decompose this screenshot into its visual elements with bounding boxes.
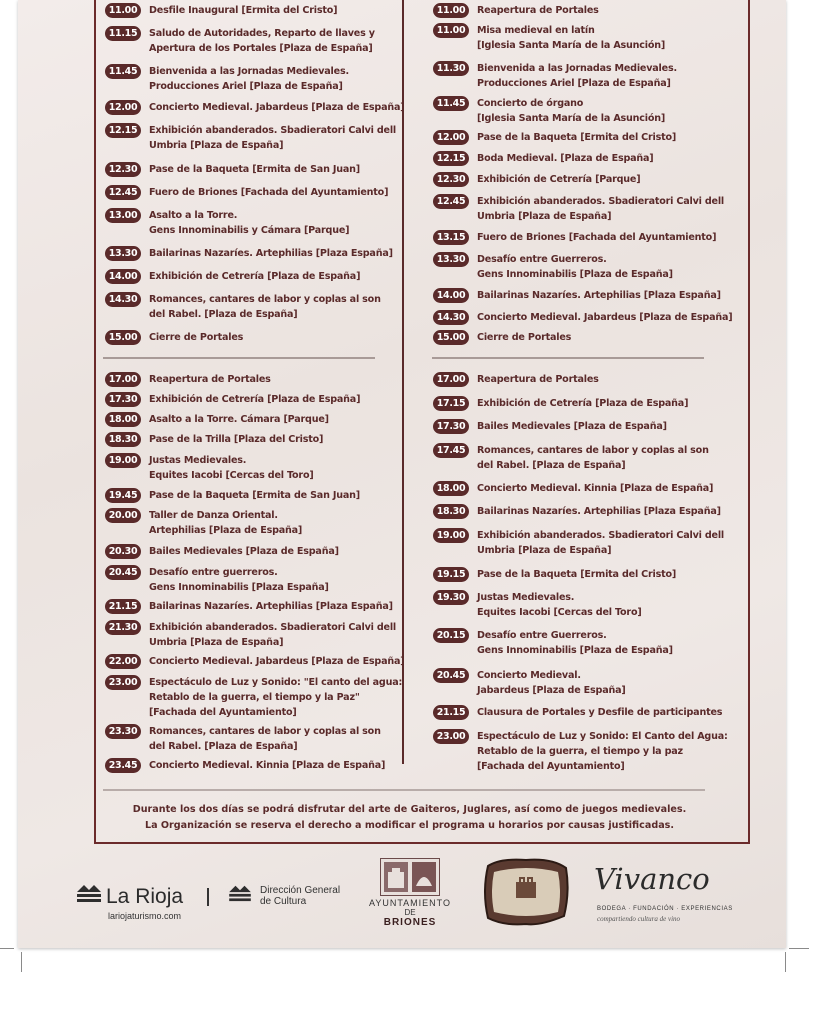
event-description: Bailarinas Nazaríes. Artephilias [Plaza España]: [149, 601, 393, 612]
event-description: Saludo de Autoridades, Reparto de llaves y Apertura de los Portales [Plaza de España]: [149, 28, 375, 54]
event-time-badge: 17.30: [105, 392, 141, 407]
event-time-badge: 17.45: [433, 443, 469, 458]
crop-mark: [21, 952, 22, 972]
event-time-badge: 11.45: [105, 64, 141, 79]
event-time-badge: 13.30: [433, 252, 469, 267]
event-time-badge: 19.00: [105, 453, 141, 468]
briones-medieval-logo: [480, 856, 572, 928]
event-time-badge: 20.45: [433, 668, 469, 683]
event-description: Taller de Danza Oriental. Artephilias [Plaza de España]: [149, 510, 303, 536]
event-description: Asalto a la Torre. Gens Innominabilis y Cámara [Parque]: [149, 210, 350, 236]
event-row: [433, 528, 724, 558]
event-row: [433, 194, 724, 224]
event-row: [433, 443, 709, 473]
event-description: Concierto Medieval. Jabardeus [Plaza de España]: [477, 312, 733, 323]
event-row: [433, 330, 571, 345]
event-time-badge: 14.00: [433, 288, 469, 303]
event-time-badge: 19.00: [433, 528, 469, 543]
event-description: Desfile Inaugural [Ermita del Cristo]: [149, 5, 338, 16]
event-time-badge: 17.00: [105, 372, 141, 387]
event-row: [105, 100, 404, 115]
event-row: [433, 705, 722, 720]
event-row: [433, 61, 677, 91]
event-row: [105, 372, 271, 387]
event-description: Romances, cantares de labor y coplas al son del Rabel. [Plaza de España]: [149, 294, 381, 320]
event-description: Bienvenida a las Jornadas Medievales. Producciones Ariel [Plaza de España]: [149, 66, 349, 92]
event-description: Concierto de órgano [Iglesia Santa María de la Asunción]: [477, 98, 666, 124]
event-row: [105, 64, 349, 94]
event-description: Cierre de Portales: [477, 332, 572, 343]
cultura-line-1: Dirección General: [260, 885, 341, 896]
event-row: [433, 504, 721, 519]
event-time-badge: 18.30: [433, 504, 469, 519]
event-description: Pase de la Baqueta [Ermita del Cristo]: [477, 132, 677, 143]
event-description: Exhibición de Cetrería [Plaza de España]: [149, 394, 361, 405]
event-description: Pase de la Baqueta [Ermita de San Juan]: [149, 164, 360, 175]
briones-crest-icon: [380, 858, 440, 896]
event-row: [433, 96, 665, 126]
crop-mark: [0, 948, 14, 949]
event-row: [105, 620, 396, 650]
event-row: [105, 488, 360, 503]
event-row: [105, 269, 360, 284]
briones-medieval-seal-icon: [480, 856, 572, 928]
event-time-badge: 12.45: [105, 185, 141, 200]
event-time-badge: 18.30: [105, 432, 141, 447]
event-time-badge: 21.15: [433, 705, 469, 720]
event-description: Exhibición abanderados. Sbadieratori Calvi dell Umbria [Plaza de España]: [477, 196, 725, 222]
event-description: Concierto Medieval. Jabardeus [Plaza de España]: [477, 670, 626, 696]
event-row: [105, 508, 302, 538]
vivanco-tagline-2: compartiendo cultura de vino: [597, 915, 681, 923]
event-row: [105, 26, 375, 56]
event-description: Concierto Medieval. Jabardeus [Plaza de España]: [149, 656, 405, 667]
event-row: [105, 412, 329, 427]
event-time-badge: 21.15: [105, 599, 141, 614]
event-row: [105, 330, 243, 345]
event-row: [433, 288, 721, 303]
event-row: [433, 396, 688, 411]
event-time-badge: 18.00: [433, 481, 469, 496]
event-description: Exhibición de Cetrería [Parque]: [477, 174, 641, 185]
la-rioja-site: lariojaturismo.com: [108, 911, 182, 921]
event-row: [433, 668, 626, 698]
event-time-badge: 12.30: [105, 162, 141, 177]
event-row: [105, 162, 360, 177]
event-row: [105, 544, 339, 559]
cultura-line-2: de Cultura: [260, 896, 307, 907]
event-time-badge: 11.30: [433, 61, 469, 76]
event-description: Exhibición de Cetrería [Plaza de España]: [149, 271, 361, 282]
section-divider-left: [103, 357, 375, 359]
event-description: Fuero de Briones [Fachada del Ayuntamiento]: [477, 232, 717, 243]
event-time-badge: 23.45: [105, 758, 141, 773]
event-description: Boda Medieval. [Plaza de España]: [477, 153, 654, 164]
event-time-badge: 13.15: [433, 230, 469, 245]
event-description: Exhibición abanderados. Sbadieratori Calvi dell Umbria [Plaza de España]: [477, 530, 725, 556]
event-time-badge: 12.45: [433, 194, 469, 209]
event-description: Pase de la Baqueta [Ermita del Cristo]: [477, 569, 677, 580]
event-time-badge: 19.30: [433, 590, 469, 605]
event-description: Desafío entre Guerreros. Gens Innominabilis [Plaza de España]: [477, 254, 673, 280]
event-row: [105, 208, 349, 238]
event-description: Misa medieval en latín [Iglesia Santa María de la Asunción]: [477, 25, 666, 51]
event-row: [433, 729, 728, 774]
event-row: [105, 392, 360, 407]
event-time-badge: 15.00: [105, 330, 141, 345]
event-time-badge: 23.00: [433, 729, 469, 744]
event-row: [433, 130, 676, 145]
event-time-badge: 15.00: [433, 330, 469, 345]
event-description: Bailes Medievales [Plaza de España]: [477, 421, 667, 432]
event-row: [433, 172, 640, 187]
event-time-badge: 18.00: [105, 412, 141, 427]
event-time-badge: 12.15: [433, 151, 469, 166]
event-row: [433, 151, 654, 166]
event-row: [433, 23, 665, 53]
crop-mark: [785, 952, 786, 972]
crop-mark: [789, 948, 809, 949]
note-line-1: Durante los dos días se podrá disfrutar del arte de Gaiteros, Juglares, así como de juegos medievales.: [132, 804, 687, 815]
event-row: [433, 628, 673, 658]
event-row: [433, 310, 732, 325]
note-line-2: La Organización se reserva el derecho a modificar el programa u horarios por causas justificadas.: [144, 820, 675, 831]
ayuntamiento-line-1: AYUNTAMIENTO: [368, 898, 451, 908]
event-row: [105, 453, 314, 483]
event-row: [105, 675, 402, 720]
event-row: [105, 123, 396, 153]
event-time-badge: 14.30: [105, 292, 141, 307]
event-description: Fuero de Briones [Fachada del Ayuntamiento]: [149, 187, 389, 198]
event-time-badge: 20.00: [105, 508, 141, 523]
event-time-badge: 22.00: [105, 654, 141, 669]
ayuntamiento-briones-logo: [362, 858, 458, 930]
event-description: Reapertura de Portales: [477, 374, 599, 385]
event-time-badge: 23.30: [105, 724, 141, 739]
section-divider-right: [432, 357, 704, 359]
event-row: [105, 654, 404, 669]
event-description: Espectáculo de Luz y Sonido: "El canto del agua: Retablo de la guerra, el tiempo y la Paz" [Fachada del Ayuntamiento]: [149, 677, 403, 718]
event-description: Reapertura de Portales: [149, 374, 271, 385]
notes-divider: [103, 789, 705, 791]
event-time-badge: 12.00: [433, 130, 469, 145]
event-time-badge: 11.00: [433, 3, 469, 18]
event-row: [105, 599, 393, 614]
ayuntamiento-line-2: DE: [404, 908, 416, 917]
event-description: Justas Medievales. Equites Iacobi [Cercas del Toro]: [149, 455, 314, 481]
event-row: [433, 372, 599, 387]
event-description: Pase de la Trilla [Plaza del Cristo]: [149, 434, 324, 445]
event-description: Desafío entre Guerreros. Gens Innominabilis [Plaza de España]: [477, 630, 673, 656]
event-time-badge: 11.00: [433, 23, 469, 38]
event-row: [105, 185, 388, 200]
event-description: Romances, cantares de labor y coplas al son del Rabel. [Plaza de España]: [149, 726, 381, 752]
event-description: Concierto Medieval. Jabardeus [Plaza de España]: [149, 102, 405, 113]
event-time-badge: 17.00: [433, 372, 469, 387]
event-row: [105, 246, 393, 261]
ayuntamiento-line-3: BRIONES: [383, 917, 437, 928]
event-description: Asalto a la Torre. Cámara [Parque]: [149, 414, 329, 425]
event-description: Clausura de Portales y Desfile de participantes: [477, 707, 723, 718]
event-row: [105, 3, 337, 18]
vivanco-tagline-1: BODEGA · FUNDACIÓN · EXPERIENCIAS: [597, 906, 733, 912]
event-description: Exhibición de Cetrería [Plaza de España]: [477, 398, 689, 409]
event-time-badge: 11.15: [105, 26, 141, 41]
vivanco-name: Vivanco: [594, 862, 710, 896]
event-time-badge: 13.00: [105, 208, 141, 223]
event-row: [433, 481, 713, 496]
event-description: Bailarinas Nazaríes. Artephilias [Plaza España]: [477, 506, 721, 517]
event-row: [105, 565, 329, 595]
logo-separator: [207, 888, 209, 906]
event-description: Concierto Medieval. Kinnia [Plaza de España]: [477, 483, 714, 494]
event-description: Bienvenida a las Jornadas Medievales. Producciones Ariel [Plaza de España]: [477, 63, 677, 89]
event-row: [433, 590, 642, 620]
event-time-badge: 12.00: [105, 100, 141, 115]
event-time-badge: 23.00: [105, 675, 141, 690]
cultura-icon: [228, 884, 252, 902]
event-description: Justas Medievales. Equites Iacobi [Cercas del Toro]: [477, 592, 642, 618]
event-time-badge: 12.30: [433, 172, 469, 187]
event-time-badge: 20.30: [105, 544, 141, 559]
event-description: Desafío entre guerreros. Gens Innominabilis [Plaza España]: [149, 567, 329, 593]
event-row: [105, 432, 323, 447]
event-time-badge: 14.00: [105, 269, 141, 284]
event-time-badge: 20.45: [105, 565, 141, 580]
event-row: [433, 3, 599, 18]
la-rioja-name: La Rioja: [106, 885, 184, 908]
event-description: Exhibición abanderados. Sbadieratori Calvi dell Umbria [Plaza de España]: [149, 622, 397, 648]
event-row: [433, 567, 676, 582]
event-row: [105, 724, 381, 754]
event-description: Pase de la Baqueta [Ermita de San Juan]: [149, 490, 360, 501]
event-row: [105, 292, 381, 322]
event-row: [433, 419, 667, 434]
event-description: Bailarinas Nazaríes. Artephilias [Plaza España]: [149, 248, 393, 259]
event-row: [433, 230, 716, 245]
event-time-badge: 17.30: [433, 419, 469, 434]
event-description: Exhibición abanderados. Sbadieratori Calvi dell Umbria [Plaza de España]: [149, 125, 397, 151]
event-time-badge: 13.30: [105, 246, 141, 261]
vivanco-logo: [594, 862, 744, 928]
la-rioja-icon: [76, 883, 102, 903]
event-description: Espectáculo de Luz y Sonido: El Canto del Agua: Retablo de la guerra, el tiempo y la paz [Fachada del Ayuntamiento]: [477, 731, 728, 772]
event-description: Bailes Medievales [Plaza de España]: [149, 546, 339, 557]
event-time-badge: 21.30: [105, 620, 141, 635]
event-time-badge: 12.15: [105, 123, 141, 138]
event-description: Reapertura de Portales: [477, 5, 599, 16]
event-time-badge: 17.15: [433, 396, 469, 411]
event-description: Cierre de Portales: [149, 332, 244, 343]
event-description: Bailarinas Nazaríes. Artephilias [Plaza España]: [477, 290, 721, 301]
event-row: [105, 758, 385, 773]
event-time-badge: 20.15: [433, 628, 469, 643]
event-time-badge: 11.00: [105, 3, 141, 18]
event-time-badge: 11.45: [433, 96, 469, 111]
event-time-badge: 19.15: [433, 567, 469, 582]
event-time-badge: 14.30: [433, 310, 469, 325]
event-row: [433, 252, 673, 282]
event-description: Romances, cantares de labor y coplas al son del Rabel. [Plaza de España]: [477, 445, 709, 471]
event-description: Concierto Medieval. Kinnia [Plaza de España]: [149, 760, 386, 771]
event-time-badge: 19.45: [105, 488, 141, 503]
